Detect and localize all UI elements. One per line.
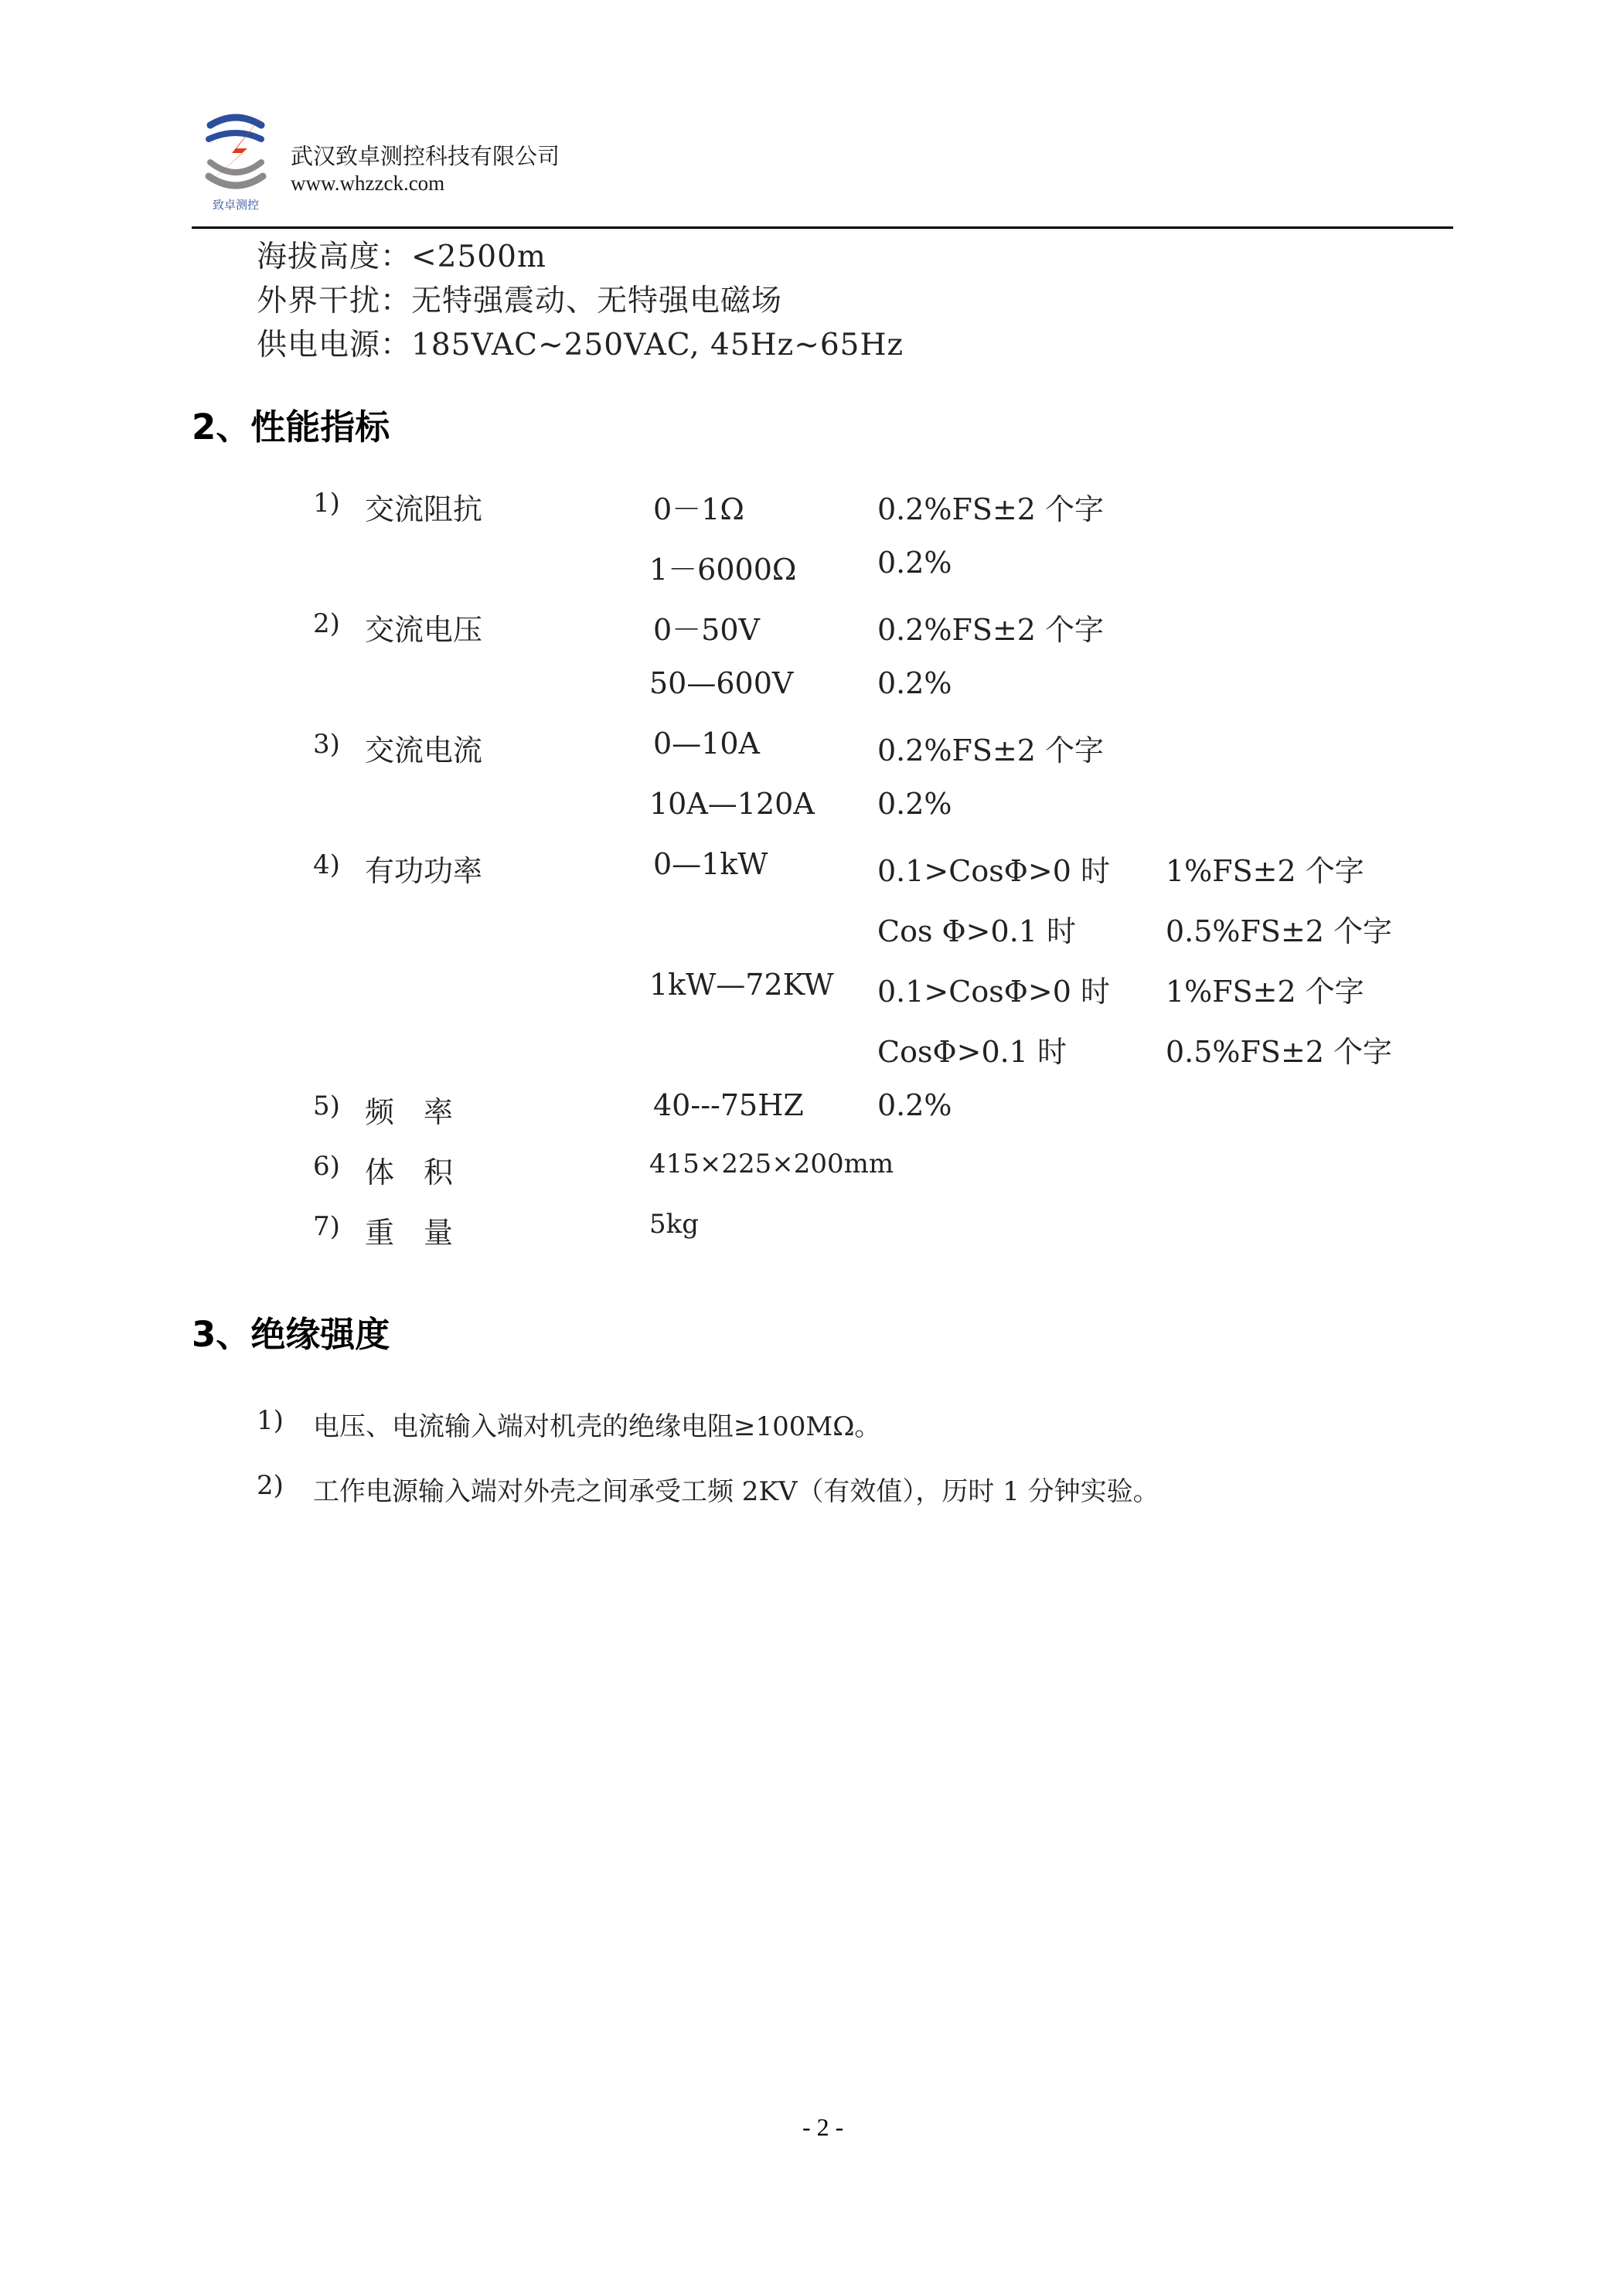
spec-range: 5kg [649, 1209, 699, 1240]
logo-text: 致卓测控 [212, 198, 260, 212]
spec-range: 415×225×200mm [649, 1149, 894, 1179]
spec-accuracy: 0.2% [877, 1088, 952, 1122]
spec-index: 1) [313, 488, 340, 519]
env-interference: 外界干扰：无特强震动、无特强电磁场 [257, 284, 783, 318]
env-power-supply: 供电电源：185VAC~250VAC, 45Hz~65Hz [257, 328, 904, 362]
spec-index: 6) [313, 1151, 340, 1182]
spec-accuracy: 0.2%FS±2 个字 [877, 613, 1105, 647]
spec-name: 交流阻抗 [365, 492, 483, 526]
spec-accuracy: 1%FS±2 个字 [1166, 975, 1364, 1009]
spec-range: 0－1Ω [653, 492, 744, 526]
spec-range: 0—1kW [653, 847, 768, 881]
company-url: www.whzzck.com [291, 172, 445, 195]
spec-accuracy: 0.5%FS±2 个字 [1166, 1035, 1393, 1069]
insulation-item: 工作电源输入端对外壳之间承受工频 2KV（有效值），历时 1 分钟实验。 [313, 1476, 1159, 1507]
spec-accuracy: 0.2% [877, 546, 952, 580]
spec-name: 体 积 [365, 1155, 454, 1189]
company-name: 武汉致卓测控科技有限公司 [291, 143, 560, 169]
spec-accuracy: 1%FS±2 个字 [1166, 854, 1364, 888]
spec-range: 0—10A [653, 727, 760, 761]
insulation-item: 电压、电流输入端对机壳的绝缘电阻≥100MΩ。 [313, 1411, 881, 1442]
spec-index: 4) [313, 849, 340, 880]
spec-condition: 0.1>CosΦ>0 时 [877, 975, 1110, 1009]
insulation-index: 2) [257, 1470, 284, 1501]
header-divider [192, 226, 1453, 229]
env-altitude: 海拔高度：<2500m [257, 240, 546, 274]
section-heading-insulation: 3、绝缘强度 [192, 1314, 390, 1355]
spec-name: 重 量 [365, 1216, 454, 1250]
page-number: - 2 - [802, 2113, 844, 2141]
spec-index: 3) [313, 729, 340, 760]
spec-condition: 0.1>CosΦ>0 时 [877, 854, 1110, 888]
spec-name: 频 率 [365, 1095, 454, 1129]
spec-accuracy: 0.2%FS±2 个字 [877, 733, 1105, 767]
section-heading-performance: 2、性能指标 [192, 407, 390, 448]
spec-name: 交流电压 [365, 613, 483, 647]
spec-accuracy: 0.2%FS±2 个字 [877, 492, 1105, 526]
spec-range: 10A—120A [649, 787, 815, 821]
spec-accuracy: 0.2% [877, 666, 952, 700]
spec-index: 7) [313, 1211, 340, 1242]
spec-accuracy: 0.5%FS±2 个字 [1166, 914, 1393, 948]
spec-range: 1kW—72KW [649, 968, 834, 1002]
spec-range: 1－6000Ω [649, 553, 797, 587]
spec-range: 50—600V [649, 666, 794, 700]
spec-range: 40---75HZ [653, 1088, 804, 1122]
spec-accuracy: 0.2% [877, 787, 952, 821]
insulation-index: 1) [257, 1405, 284, 1436]
spec-name: 交流电流 [365, 733, 483, 767]
company-logo [193, 108, 278, 213]
spec-range: 0－50V [653, 613, 760, 647]
spec-condition: CosΦ>0.1 时 [877, 1035, 1067, 1069]
spec-index: 5) [313, 1091, 340, 1121]
spec-index: 2) [313, 608, 340, 639]
spec-condition: Cos Φ>0.1 时 [877, 914, 1077, 948]
spec-name: 有功功率 [365, 854, 483, 888]
